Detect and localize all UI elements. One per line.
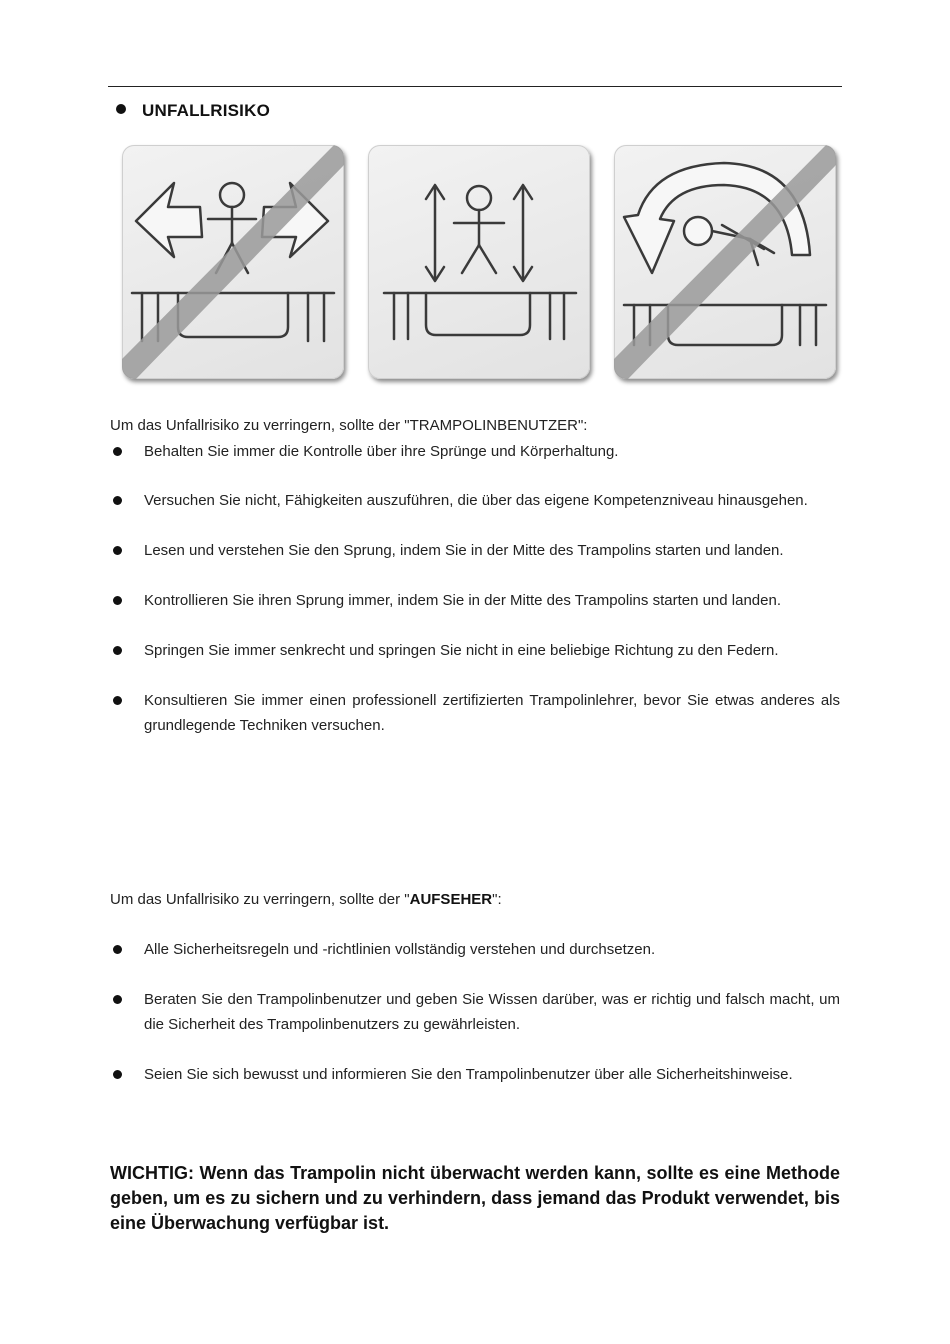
bullet-icon	[113, 596, 122, 605]
list-item: Behalten Sie immer die Kontrolle über ihre Sprünge und Körperhaltung.	[110, 439, 840, 464]
section-heading	[116, 101, 270, 121]
list-item: Konsultieren Sie immer einen professionell zertifizierten Trampolinlehrer, bevor Sie etwas anderes als grundlegende Techniken versuchen.	[110, 688, 840, 738]
pictogram-no-somersault	[614, 145, 836, 379]
list-item: Lesen und verstehen Sie den Sprung, indem Sie in der Mitte des Trampolins starten und landen.	[110, 538, 840, 563]
list-item: Seien Sie sich bewusst und informieren Sie den Trampolinbenutzer über alle Sicherheitshinweise.	[110, 1062, 840, 1087]
pictogram-no-sideways-jumping	[122, 145, 344, 379]
bullet-icon	[113, 1070, 122, 1079]
bullet-icon	[113, 496, 122, 505]
bullet-icon	[113, 995, 122, 1004]
bullet-icon	[113, 945, 122, 954]
user-section-intro: Um das Unfallrisiko zu verringern, sollte der "TRAMPOLINBENUTZER":	[110, 417, 588, 434]
supervisor-section-intro: Um das Unfallrisiko zu verringern, sollte der "AUFSEHER":	[110, 891, 502, 908]
bullet-icon	[113, 646, 122, 655]
section-heading-text: UNFALLRISIKO	[142, 101, 271, 120]
list-item: Beraten Sie den Trampolinbenutzer und geben Sie Wissen darüber, was er richtig und falsch macht, um die Sicherheit des Trampolinbenutzers zu gewährleisten.	[110, 987, 840, 1037]
supervisor-role: AUFSEHER	[409, 891, 493, 908]
list-item: Springen Sie immer senkrecht und springen Sie nicht in eine beliebige Richtung zu den Federn.	[110, 638, 840, 663]
list-item: Versuchen Sie nicht, Fähigkeiten auszuführen, die über das eigene Kompetenzniveau hinausgehen.	[110, 488, 840, 513]
list-item: Alle Sicherheitsregeln und -richtlinien vollständig verstehen und durchsetzen.	[110, 937, 840, 962]
user-rules-list	[110, 439, 840, 738]
bullet-icon	[113, 546, 122, 555]
list-item: Kontrollieren Sie ihren Sprung immer, indem Sie in der Mitte des Trampolins starten und landen.	[110, 588, 840, 613]
top-rule	[108, 86, 842, 87]
bullet-icon	[116, 104, 126, 114]
bullet-icon	[113, 447, 122, 456]
bullet-icon	[113, 696, 122, 705]
pictogram-vertical-jumping	[368, 145, 590, 379]
supervisor-rules-list	[110, 937, 840, 1087]
important-warning: WICHTIG: Wenn das Trampolin nicht überwacht werden kann, sollte es eine Methode geben, um es zu sichern und zu verhindern, dass jemand das Produkt verwendet, bis eine Überwachung verfügbar ist.	[110, 1163, 840, 1233]
